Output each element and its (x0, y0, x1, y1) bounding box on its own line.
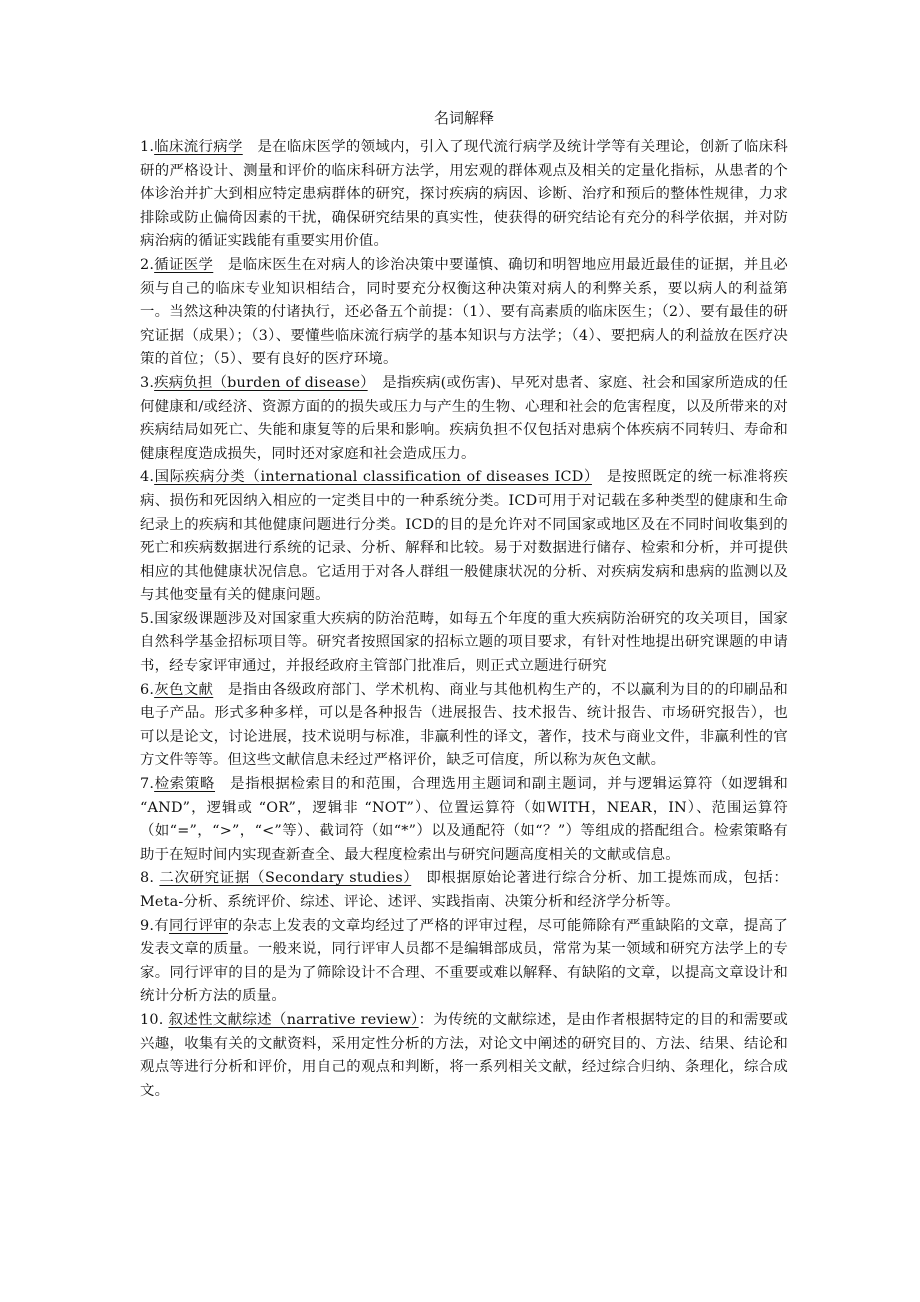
entry-4 (140, 466, 788, 608)
entry-8 (140, 867, 788, 914)
entry-7 (140, 773, 788, 867)
entry-term: 同行评审 (169, 917, 228, 934)
entry-number: 7. (140, 776, 155, 793)
entry-term: 临床流行病学 (154, 139, 243, 155)
entry-term: 疾病负担（burden of disease） (154, 374, 368, 391)
entry-number: 4. (140, 469, 155, 486)
entry-term: 检索策略 (154, 776, 216, 793)
entry-body: 国家级课题涉及对国家重大疾病的防治范畴，如每五个年度的重大疾病防治研究的攻关项目，国家自然科学基金招标项目等。研究者按照国家的招标立题的项目要求，有针对性地提出研究课题的申请书，经专家评审通过，并报经政府主管部门批准后，则正式立题进行研究 (140, 610, 788, 675)
entry-6 (140, 679, 788, 773)
entry-term: 二次研究证据（Secondary studies） (159, 870, 412, 887)
entry-body: 是临床医生在对病人的诊治决策中要谨慎、确切和明智地应用最近最佳的证据，并且必须与自己的临床专业知识相结合，同时要充分权衡这种决策对病人的利弊关系，要以病人的利益第一。当然这种决策的付诸执行，还必备五个前提：（1）、要有高素质的临床医生；（2）、要有最佳的研究证据（成果）；（3）、要懂些临床流行病学的基本知识与方法学；（4）、要把病人的利益放在医疗决策的首位；（5）、要有良好的医疗环境。 (140, 256, 788, 368)
document-title: 名词解释 (433, 109, 494, 127)
entry-term: 国际疾病分类（international classification of diseases ICD） (154, 469, 592, 486)
entry-1 (140, 136, 788, 254)
entry-number: 10. (140, 1011, 169, 1028)
entry-term: 叙述性文献综述（narrative review） (168, 1011, 419, 1028)
entry-body: 是按照既定的统一标准将疾病、损伤和死因纳入相应的一定类目中的一种系统分类。ICD可用于对记载在多种类型的健康和生命纪录上的疾病和其他健康问题进行分类。ICD的目的是允许对不同国家或地区及在不同时间收集到的死亡和疾病数据进行系统的记录、分析、解释和比较。易于对数据进行储存、检索和分析，并可提供相应的其他健康状况信息。它适用于对各人群组一般健康状况的分析、对疾病发病和患病的监测以及与其他变量有关的健康问题。 (140, 469, 788, 604)
entry-body: 是指根据检索目的和范围，合理选用主题词和副主题词，并与逻辑运算符（如逻辑和 “AND”，逻辑或 “OR”，逻辑非 “NOT”）、位置运算符（如WITH，NEAR，IN）、范围运算符（如“=”，“>”，“<”等）、截词符（如“*”）以及通配符（如“？”）等组成的搭配组合。检索策略有助于在短时间内实现查新查全、最大程度检索出与研究问题高度相关的文献或信息。 (140, 776, 788, 863)
entry-number: 3. (140, 374, 155, 391)
entry-body: 是指疾病(或伤害)、早死对患者、家庭、社会和国家所造成的任何健康和/或经济、资源方面的的损失或压力与产生的生物、心理和社会的危害程度，以及所带来的对疾病结局如死亡、失能和康复等的后果和影响。疾病负担不仅包括对患病个体疾病不同转归、寿命和健康程度造成损失，同时还对家庭和社会造成压力。 (140, 374, 788, 462)
entry-body: 即根据原始论著进行综合分析、加工提炼而成，包括：Meta-分析、系统评价、综述、评论、述评、实践指南、决策分析和经济学分析等。 (140, 870, 788, 910)
entry-9 (140, 915, 788, 1009)
entry-body: ：为传统的文献综述，是由作者根据特定的目的和需要或兴趣，收集有关的文献资料，采用定性分析的方法，对论文中阐述的研究目的、方法、结果、结论和观点等进行分析和评价，用自己的观点和判断，将一系列相关文献，经过综合归纳、条理化，综合成文。 (140, 1011, 788, 1099)
entry-3 (140, 372, 788, 466)
entry-number: 1. (140, 139, 155, 155)
entry-number: 6. (140, 681, 155, 698)
entry-number: 8. (140, 870, 160, 887)
entry-2 (140, 254, 788, 372)
entry-term: 灰色文献 (154, 681, 214, 698)
entry-10 (140, 1009, 788, 1103)
entry-number: 5. (140, 610, 155, 627)
document-page (140, 106, 788, 1103)
entry-number: 9.有 (140, 917, 170, 934)
entry-number: 2. (140, 256, 155, 273)
entry-term: 循证医学 (154, 256, 214, 273)
entry-body: 是在临床医学的领域内，引入了现代流行病学及统计学等有关理论，创新了临床科研的严格设计、测量和评价的临床科研方法学，用宏观的群体观点及相关的定量化指标，从患者的个体诊治并扩大到相应特定患病群体的研究，探讨疾病的病因、诊断、治疗和预后的整体性规律，力求排除或防止偏倚因素的干扰，确保研究结果的真实性，使获得的研究结论有充分的科学依据，并对防病治病的循证实践能有重要实用价值。 (140, 139, 789, 250)
entry-5 (140, 608, 788, 679)
entry-body: 是指由各级政府部门、学术机构、商业与其他机构生产的，不以赢利为目的的印刷品和电子产品。形式多种多样，可以是各种报告（进展报告、技术报告、统计报告、市场研究报告），也可以是论文，讨论进展，技术说明与标准，非赢利性的译文，著作，技术与商业文件，非赢利性的官方文件等等。但这些文献信息未经过严格评价，缺乏可信度，所以称为灰色文献。 (140, 681, 788, 769)
entry-body: 的杂志上发表的文章均经过了严格的评审过程，尽可能筛除有严重缺陷的文章，提高了发表文章的质量。一般来说，同行评审人员都不是编辑部成员，常常为某一领域和研究方法学上的专家。同行评审的目的是为了筛除设计不合理、不重要或难以解释、有缺陷的文章，以提高文章设计和统计分析方法的质量。 (140, 917, 788, 1005)
